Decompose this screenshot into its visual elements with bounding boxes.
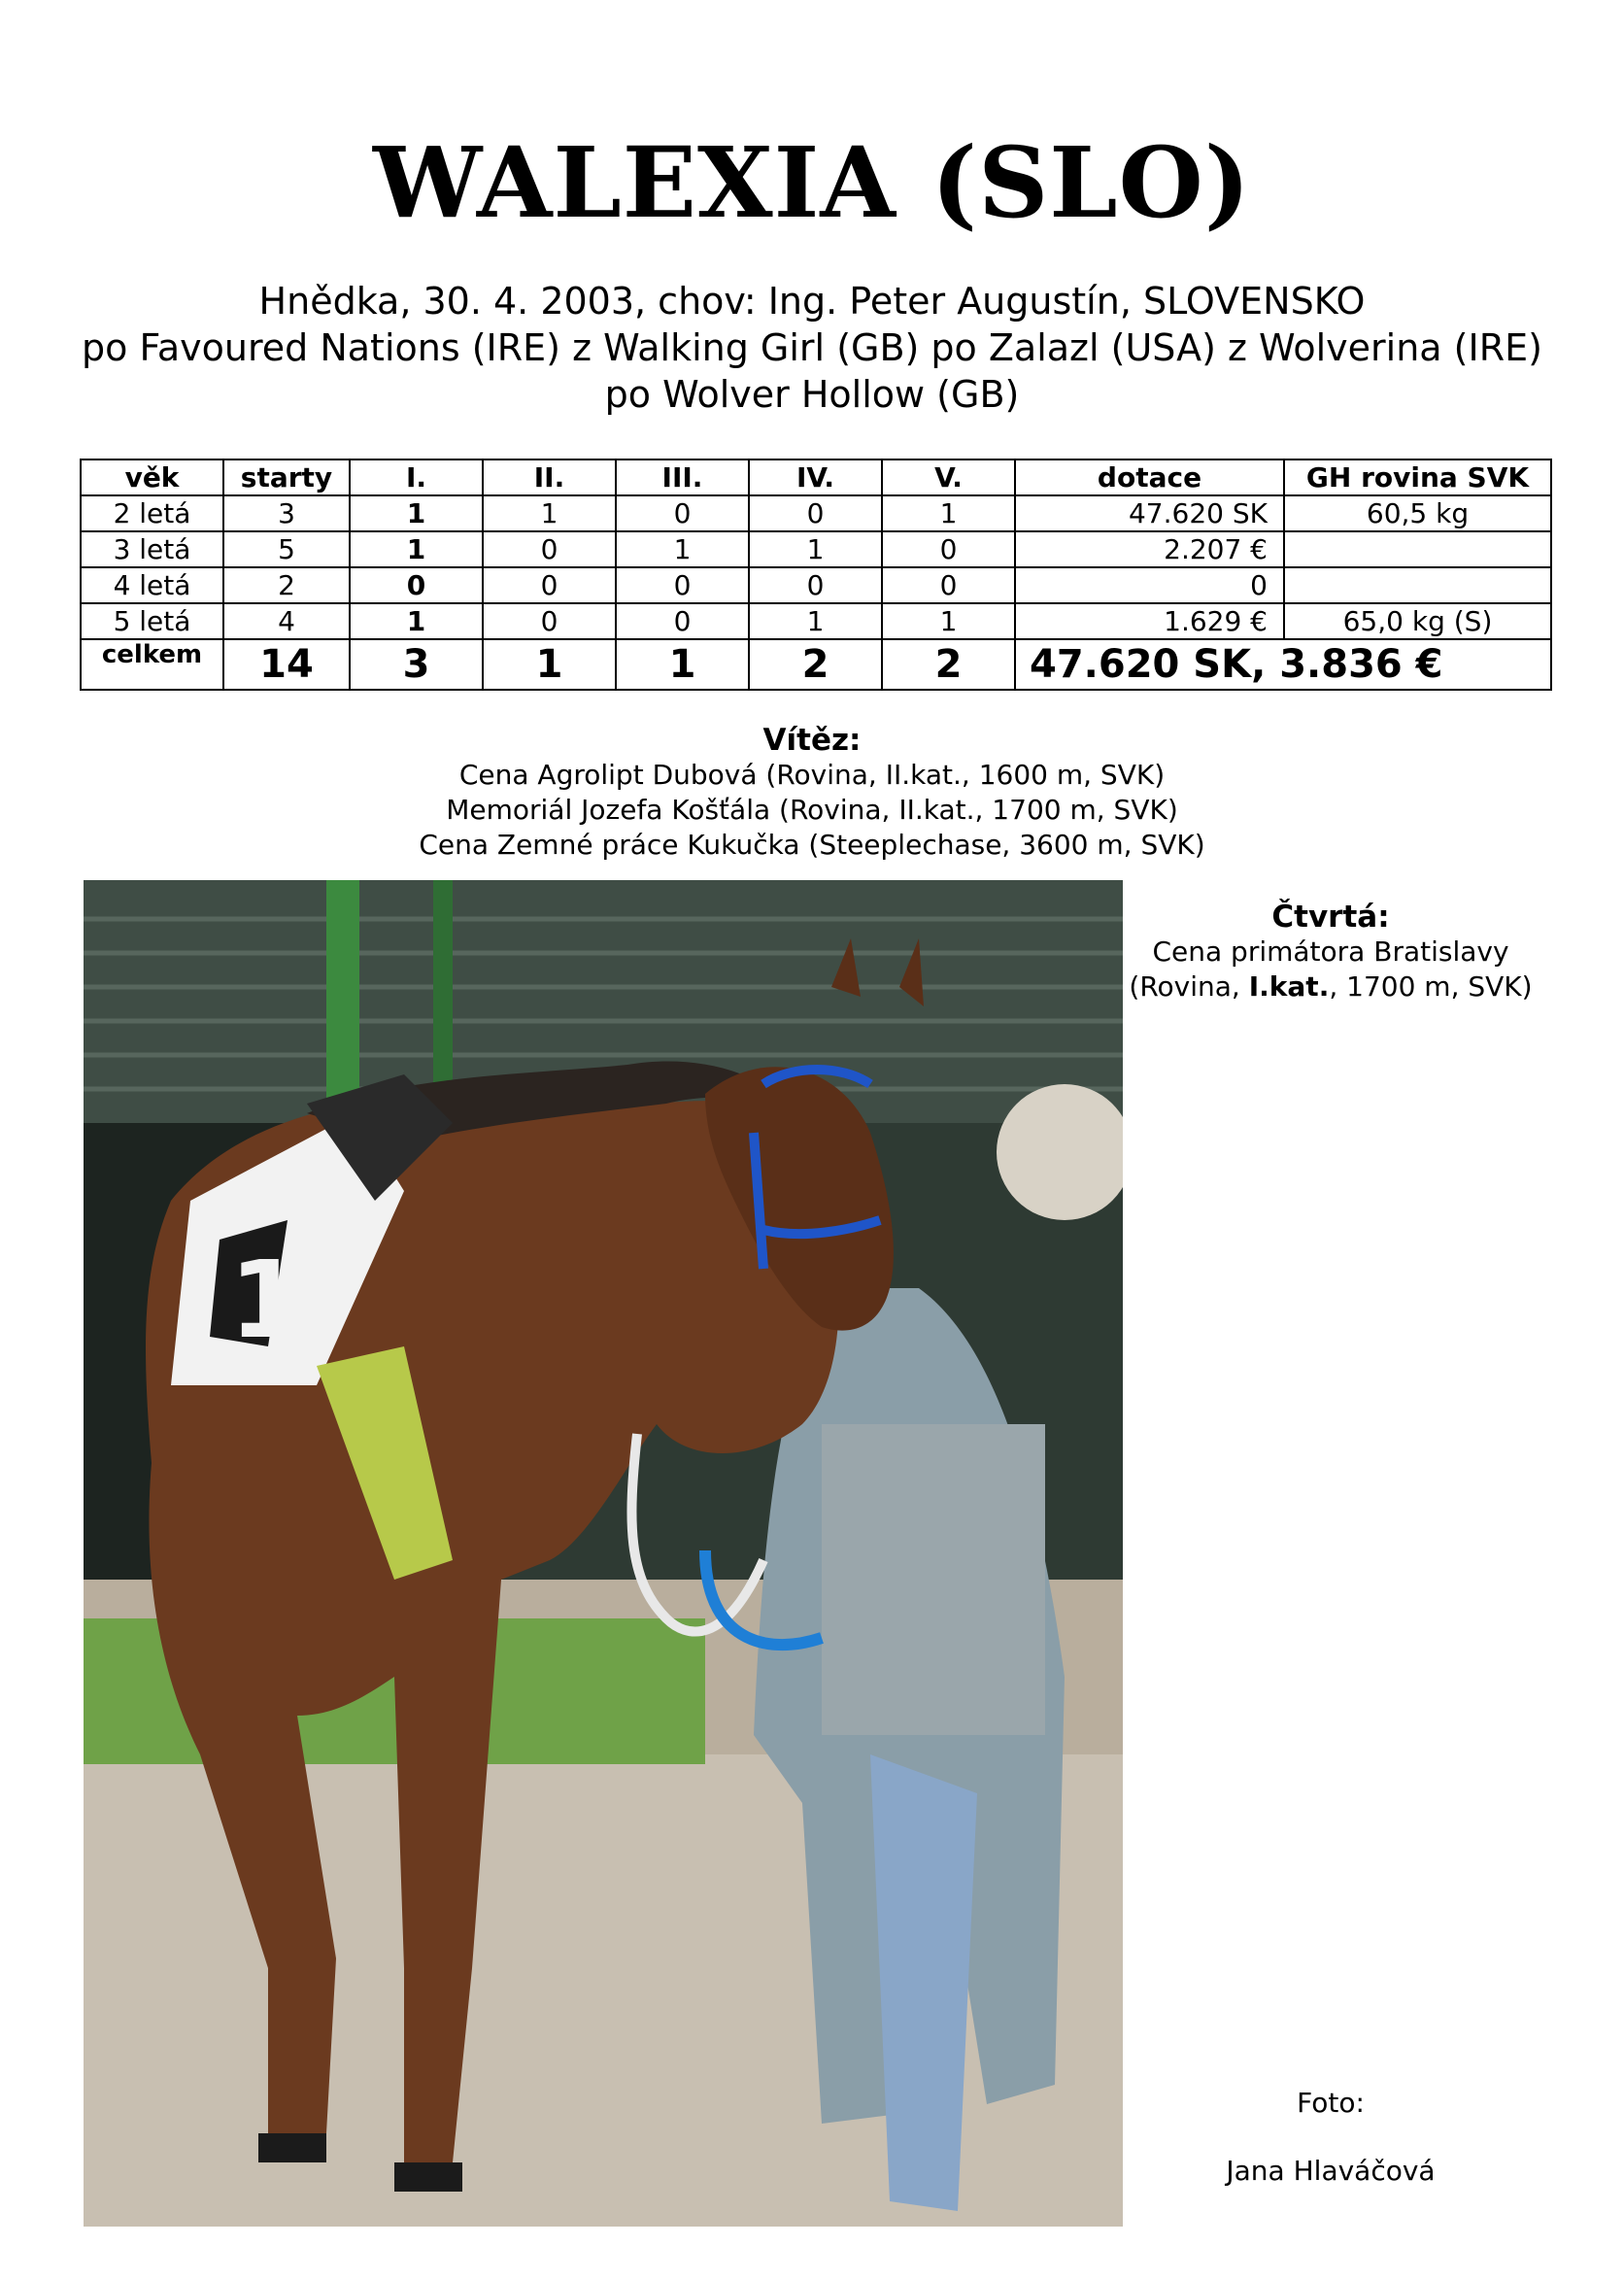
wins-section <box>0 723 1624 863</box>
table-cell: 0 <box>483 603 616 639</box>
total-label: celkem <box>81 639 223 690</box>
header-cell: I. <box>350 459 483 495</box>
table-cell: 1 <box>882 495 1015 531</box>
total-cell: 14 <box>223 639 350 690</box>
win-item: Memoriál Jozefa Košťála (Rovina, II.kat., 1700 m, SVK) <box>446 794 1178 826</box>
table-cell: 1 <box>616 531 749 567</box>
table-cell: 1 <box>350 495 483 531</box>
race-statistics-table <box>80 459 1552 691</box>
horse-info-line-1: Hnědka, 30. 4. 2003, chov: Ing. Peter Augustín, SLOVENSKO <box>258 280 1366 323</box>
fourth-heading: Čtvrtá: <box>1271 900 1390 935</box>
table-cell: 4 letá <box>81 567 223 603</box>
table-cell: 65,0 kg (S) <box>1284 603 1551 639</box>
table-cell: 0 <box>1015 567 1284 603</box>
table-cell: 1 <box>749 603 882 639</box>
total-cell: 2 <box>749 639 882 690</box>
pedigree-line-2: po Wolver Hollow (GB) <box>604 373 1020 416</box>
table-cell: 0 <box>483 567 616 603</box>
table-cell <box>1284 567 1551 603</box>
table-row <box>81 567 1551 603</box>
fourth-race: Cena primátora Bratislavy <box>1152 936 1509 968</box>
table-cell <box>1284 531 1551 567</box>
table-cell: 0 <box>350 567 483 603</box>
table-cell: 3 letá <box>81 531 223 567</box>
table-cell: 0 <box>882 531 1015 567</box>
table-cell: 47.620 SK <box>1015 495 1284 531</box>
total-earnings: 47.620 SK, 3.836 € <box>1015 639 1551 690</box>
wins-heading: Vítěz: <box>762 723 862 758</box>
fourth-place-section <box>1117 900 1544 1004</box>
table-cell: 0 <box>616 603 749 639</box>
table-cell: 1 <box>882 603 1015 639</box>
table-cell: 2.207 € <box>1015 531 1284 567</box>
table-row <box>81 603 1551 639</box>
header-cell: starty <box>223 459 350 495</box>
table-row <box>81 531 1551 567</box>
table-row <box>81 495 1551 531</box>
table-cell: 0 <box>483 531 616 567</box>
table-cell: 1.629 € <box>1015 603 1284 639</box>
total-cell: 1 <box>483 639 616 690</box>
table-cell: 5 letá <box>81 603 223 639</box>
table-cell: 2 <box>223 567 350 603</box>
table-header-row <box>81 459 1551 495</box>
horse-photo <box>84 880 1123 2227</box>
table-cell: 1 <box>749 531 882 567</box>
header-cell: II. <box>483 459 616 495</box>
table-total-row <box>81 639 1551 690</box>
table-cell: 1 <box>350 603 483 639</box>
table-cell: 1 <box>350 531 483 567</box>
table-cell: 0 <box>616 495 749 531</box>
photo-credit-label: Foto: <box>1297 2087 1365 2119</box>
header-cell: IV. <box>749 459 882 495</box>
header-cell: V. <box>882 459 1015 495</box>
total-cell: 3 <box>350 639 483 690</box>
total-cell: 2 <box>882 639 1015 690</box>
total-cell: 1 <box>616 639 749 690</box>
fourth-race-details: (Rovina, I.kat., 1700 m, SVK) <box>1129 970 1533 1003</box>
win-item: Cena Agrolipt Dubová (Rovina, II.kat., 1600 m, SVK) <box>458 759 1166 791</box>
header-cell: III. <box>616 459 749 495</box>
table-cell: 0 <box>616 567 749 603</box>
table-cell: 60,5 kg <box>1284 495 1551 531</box>
pedigree-line-1: po Favoured Nations (IRE) z Walking Girl (GB) po Zalazl (USA) z Wolverina (IRE) <box>82 326 1542 369</box>
page-title: WALEXIA (SLO) <box>372 125 1252 240</box>
table-cell: 5 <box>223 531 350 567</box>
table-cell: 2 letá <box>81 495 223 531</box>
table-cell: 1 <box>483 495 616 531</box>
table-cell: 0 <box>749 567 882 603</box>
header-cell: GH rovina SVK <box>1284 459 1551 495</box>
win-item: Cena Zemné práce Kukučka (Steeplechase, 3600 m, SVK) <box>419 829 1205 861</box>
table-cell: 0 <box>882 567 1015 603</box>
table-cell: 3 <box>223 495 350 531</box>
header-cell: dotace <box>1015 459 1284 495</box>
header-cell: věk <box>81 459 223 495</box>
table-cell: 0 <box>749 495 882 531</box>
photo-credit-name: Jana Hlaváčová <box>1226 2155 1436 2187</box>
saddle-number: 1 <box>229 1238 304 1362</box>
table-cell: 4 <box>223 603 350 639</box>
